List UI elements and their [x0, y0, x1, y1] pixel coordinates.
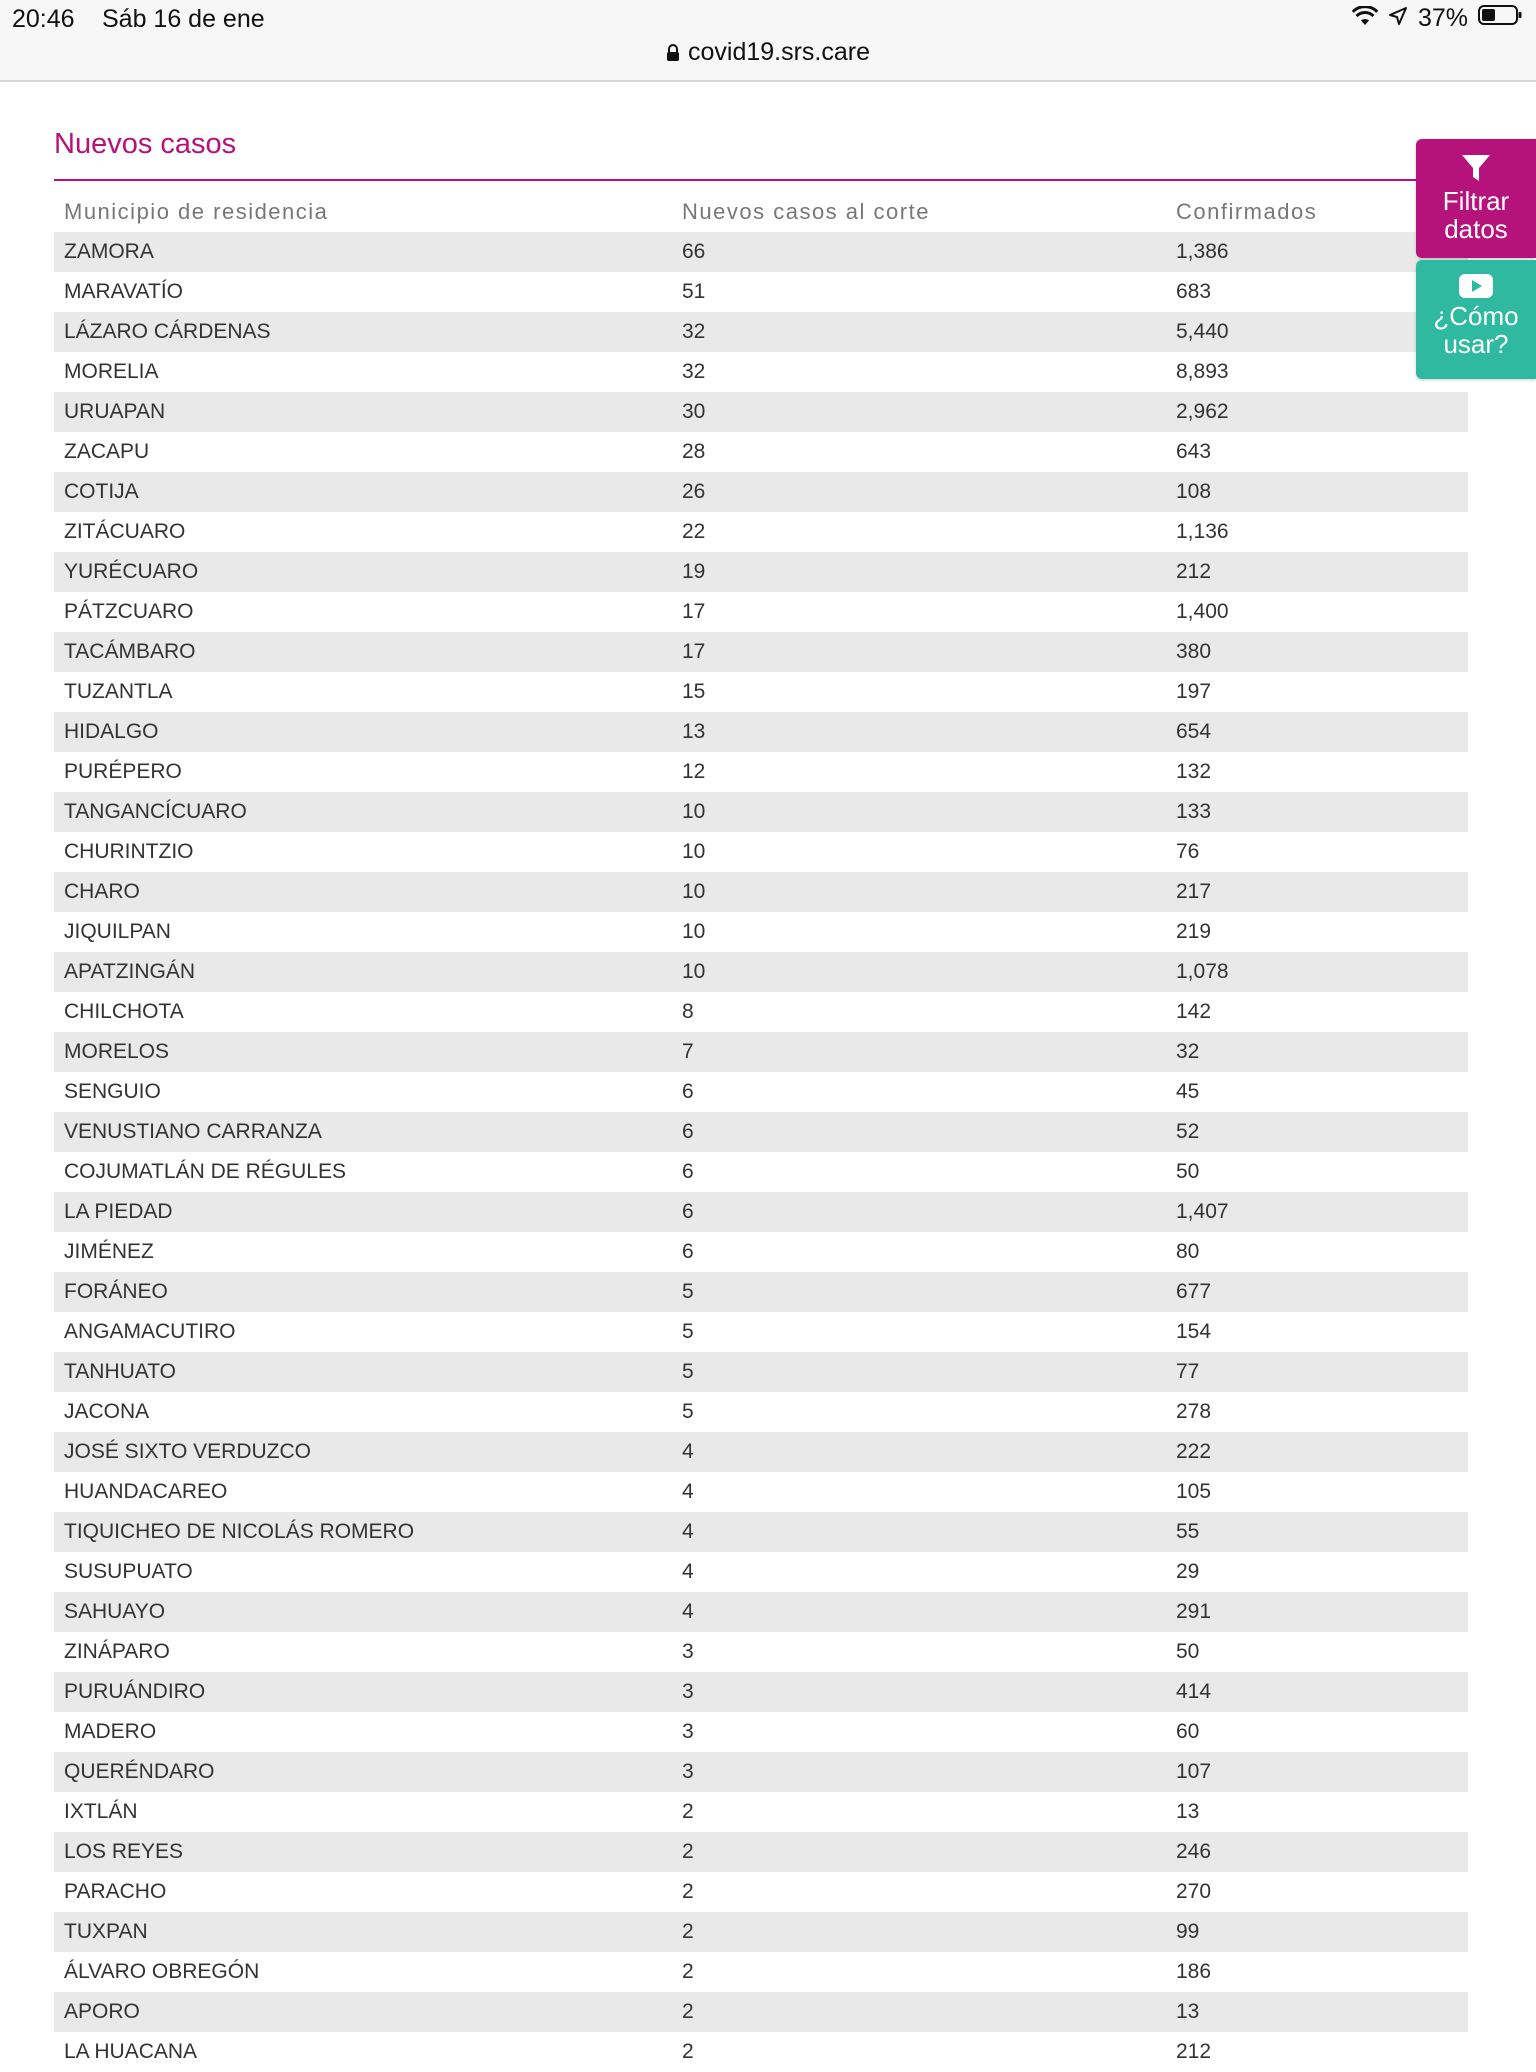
confirmed-cell: 291 — [1176, 1600, 1212, 1623]
municipality-cell: APORO — [64, 2000, 140, 2023]
confirmed-cell: 1,400 — [1176, 600, 1229, 623]
new-cases-cell: 5 — [682, 1360, 694, 1383]
confirmed-cell: 154 — [1176, 1320, 1212, 1343]
confirmed-cell: 677 — [1176, 1280, 1212, 1303]
table-row — [54, 1272, 1468, 1312]
location-arrow-icon — [1388, 4, 1408, 33]
table-row — [54, 1152, 1468, 1192]
table-row — [54, 1232, 1468, 1272]
confirmed-cell: 217 — [1176, 880, 1212, 903]
confirmed-cell: 105 — [1176, 1480, 1212, 1503]
new-cases-cell: 6 — [682, 1080, 694, 1103]
municipality-cell: PÁTZCUARO — [64, 600, 194, 623]
municipality-cell: QUERÉNDARO — [64, 1760, 215, 1783]
confirmed-cell: 186 — [1176, 1960, 1212, 1983]
table-row — [54, 392, 1468, 432]
confirmed-cell: 212 — [1176, 560, 1212, 583]
new-cases-cell: 5 — [682, 1280, 694, 1303]
municipality-cell: HUANDACAREO — [64, 1480, 228, 1503]
confirmed-cell: 50 — [1176, 1160, 1200, 1183]
municipality-cell: LA PIEDAD — [64, 1200, 173, 1223]
table-row — [54, 672, 1468, 712]
confirmed-cell: 643 — [1176, 440, 1212, 463]
table-body — [54, 232, 1468, 2072]
new-cases-cell: 32 — [682, 320, 706, 343]
new-cases-cell: 6 — [682, 1240, 694, 1263]
confirmed-cell: 270 — [1176, 1880, 1212, 1903]
new-cases-cell: 22 — [682, 520, 706, 543]
new-cases-table — [54, 192, 1468, 2072]
table-row — [54, 312, 1468, 352]
table-row — [54, 992, 1468, 1032]
new-cases-cell: 26 — [682, 480, 706, 503]
confirmed-cell: 50 — [1176, 1640, 1200, 1663]
status-date: Sáb 16 de ene — [102, 5, 265, 33]
new-cases-cell: 2 — [682, 1880, 694, 1903]
table-row — [54, 1472, 1468, 1512]
municipality-cell: MARAVATÍO — [64, 280, 184, 303]
title-divider — [54, 179, 1484, 181]
municipality-cell: PURUÁNDIRO — [64, 1680, 206, 1703]
new-cases-cell: 66 — [682, 240, 706, 263]
municipality-cell: MORELOS — [64, 1040, 170, 1063]
new-cases-cell: 17 — [682, 640, 706, 663]
confirmed-cell: 80 — [1176, 1240, 1200, 1263]
municipality-cell: ÁLVARO OBREGÓN — [64, 1960, 260, 1983]
confirmed-cell: 99 — [1176, 1920, 1200, 1943]
table-row — [54, 512, 1468, 552]
table-row — [54, 1352, 1468, 1392]
confirmed-cell: 142 — [1176, 1000, 1212, 1023]
new-cases-cell: 6 — [682, 1160, 694, 1183]
table-row — [54, 632, 1468, 672]
municipality-cell: LA HUACANA — [64, 2040, 198, 2063]
municipality-cell: URUAPAN — [64, 400, 166, 423]
municipality-cell: HIDALGO — [64, 720, 159, 743]
new-cases-cell: 3 — [682, 1760, 694, 1783]
new-cases-cell: 4 — [682, 1440, 694, 1463]
table-row — [54, 872, 1468, 912]
new-cases-cell: 15 — [682, 680, 706, 703]
youtube-play-icon — [1459, 274, 1493, 298]
table-row — [54, 1792, 1468, 1832]
new-cases-cell: 4 — [682, 1480, 694, 1503]
confirmed-cell: 5,440 — [1176, 320, 1229, 343]
municipality-cell: CHARO — [64, 880, 140, 903]
confirmed-cell: 45 — [1176, 1080, 1200, 1103]
table-row — [54, 1512, 1468, 1552]
new-cases-cell: 5 — [682, 1320, 694, 1343]
address-bar[interactable] — [0, 38, 1536, 67]
confirmed-cell: 1,407 — [1176, 1200, 1229, 1223]
confirmed-cell: 246 — [1176, 1840, 1212, 1863]
new-cases-cell: 2 — [682, 1840, 694, 1863]
municipality-cell: JACONA — [64, 1400, 150, 1423]
table-row — [54, 832, 1468, 872]
new-cases-cell: 10 — [682, 800, 706, 823]
table-row — [54, 1552, 1468, 1592]
confirmed-cell: 212 — [1176, 2040, 1212, 2063]
table-row — [54, 1872, 1468, 1912]
municipality-cell: CHILCHOTA — [64, 1000, 184, 1023]
confirmed-cell: 52 — [1176, 1120, 1200, 1143]
confirmed-cell: 108 — [1176, 480, 1212, 503]
new-cases-cell: 51 — [682, 280, 706, 303]
municipality-cell: APATZINGÁN — [64, 960, 196, 983]
table-row — [54, 712, 1468, 752]
status-indicators — [1352, 4, 1522, 33]
municipality-cell: CHURINTZIO — [64, 840, 194, 863]
confirmed-cell: 32 — [1176, 1040, 1200, 1063]
table-row — [54, 1912, 1468, 1952]
confirmed-cell: 414 — [1176, 1680, 1212, 1703]
new-cases-cell: 4 — [682, 1600, 694, 1623]
confirmed-cell: 222 — [1176, 1440, 1212, 1463]
new-cases-cell: 10 — [682, 960, 706, 983]
table-row — [54, 1712, 1468, 1752]
new-cases-cell: 7 — [682, 1040, 694, 1063]
municipality-cell: JOSÉ SIXTO VERDUZCO — [64, 1440, 311, 1463]
table-row — [54, 1312, 1468, 1352]
confirmed-cell: 683 — [1176, 280, 1212, 303]
table-row — [54, 2032, 1468, 2072]
new-cases-cell: 3 — [682, 1640, 694, 1663]
url-text: covid19.srs.care — [687, 38, 871, 66]
new-cases-cell: 17 — [682, 600, 706, 623]
confirmed-cell: 60 — [1176, 1720, 1200, 1743]
new-cases-cell: 2 — [682, 1800, 694, 1823]
municipality-cell: FORÁNEO — [64, 1280, 168, 1303]
help-label-line2: usar? — [1443, 329, 1509, 359]
table-row — [54, 752, 1468, 792]
municipality-cell: ANGAMACUTIRO — [64, 1320, 236, 1343]
section-title: Nuevos casos — [54, 128, 237, 160]
lock-icon — [666, 44, 680, 62]
new-cases-cell: 4 — [682, 1520, 694, 1543]
table-row — [54, 1992, 1468, 2032]
help-label-line1: ¿Cómo — [1433, 301, 1519, 331]
confirmed-cell: 13 — [1176, 2000, 1200, 2023]
new-cases-cell: 30 — [682, 400, 706, 423]
table-row — [54, 432, 1468, 472]
confirmed-cell: 13 — [1176, 1800, 1200, 1823]
table-row — [54, 232, 1468, 272]
confirmed-cell: 77 — [1176, 1360, 1200, 1383]
table-row — [54, 1432, 1468, 1472]
confirmed-cell: 1,078 — [1176, 960, 1229, 983]
header-confirmed[interactable]: Confirmados — [1176, 199, 1318, 224]
confirmed-cell: 55 — [1176, 1520, 1200, 1543]
table-row — [54, 1112, 1468, 1152]
filter-icon — [1461, 153, 1491, 183]
new-cases-cell: 2 — [682, 2000, 694, 2023]
municipality-cell: TIQUICHEO DE NICOLÁS ROMERO — [64, 1520, 415, 1543]
table-row — [54, 592, 1468, 632]
filter-label-line1: Filtrar — [1442, 186, 1510, 216]
table-row — [54, 472, 1468, 512]
table-row — [54, 1672, 1468, 1712]
confirmed-cell: 132 — [1176, 760, 1212, 783]
municipality-cell: LÁZARO CÁRDENAS — [64, 320, 271, 343]
municipality-cell: COJUMATLÁN DE RÉGULES — [64, 1160, 346, 1183]
table-header — [54, 192, 1468, 232]
new-cases-cell: 10 — [682, 880, 706, 903]
new-cases-cell: 19 — [682, 560, 706, 583]
municipality-cell: ZAMORA — [64, 240, 154, 263]
table-row — [54, 952, 1468, 992]
new-cases-cell: 2 — [682, 1920, 694, 1943]
filter-label-line2: datos — [1444, 214, 1508, 244]
municipality-cell: SAHUAYO — [64, 1600, 166, 1623]
header-municipality[interactable]: Municipio de residencia — [64, 199, 329, 224]
confirmed-cell: 76 — [1176, 840, 1200, 863]
table-row — [54, 1192, 1468, 1232]
municipality-cell: COTIJA — [64, 480, 139, 503]
new-cases-cell: 32 — [682, 360, 706, 383]
municipality-cell: VENUSTIANO CARRANZA — [64, 1120, 322, 1143]
filter-data-button[interactable] — [1416, 139, 1536, 258]
municipality-cell: LOS REYES — [64, 1840, 184, 1863]
confirmed-cell: 29 — [1176, 1560, 1200, 1583]
municipality-cell: TACÁMBARO — [64, 640, 196, 663]
municipality-cell: JIQUILPAN — [64, 920, 171, 943]
wifi-icon — [1352, 4, 1378, 33]
table-row — [54, 1032, 1468, 1072]
new-cases-cell: 2 — [682, 1960, 694, 1983]
new-cases-cell: 4 — [682, 1560, 694, 1583]
confirmed-cell: 2,962 — [1176, 400, 1229, 423]
confirmed-cell: 278 — [1176, 1400, 1212, 1423]
confirmed-cell: 133 — [1176, 800, 1212, 823]
new-cases-cell: 12 — [682, 760, 706, 783]
municipality-cell: SUSUPUATO — [64, 1560, 193, 1583]
confirmed-cell: 1,386 — [1176, 240, 1229, 263]
new-cases-cell: 13 — [682, 720, 706, 743]
confirmed-cell: 654 — [1176, 720, 1212, 743]
table-row — [54, 792, 1468, 832]
table-row — [54, 1832, 1468, 1872]
battery-icon — [1478, 4, 1522, 33]
new-cases-cell: 10 — [682, 920, 706, 943]
table-row — [54, 552, 1468, 592]
battery-percent: 37% — [1417, 4, 1468, 32]
municipality-cell: MORELIA — [64, 360, 159, 383]
confirmed-cell: 1,136 — [1176, 520, 1229, 543]
new-cases-cell: 3 — [682, 1680, 694, 1703]
table-row — [54, 1072, 1468, 1112]
table-row — [54, 1592, 1468, 1632]
municipality-cell: TUZANTLA — [64, 680, 173, 703]
table-row — [54, 272, 1468, 312]
new-cases-cell: 6 — [682, 1200, 694, 1223]
table-row — [54, 1392, 1468, 1432]
municipality-cell: JIMÉNEZ — [64, 1240, 154, 1263]
municipality-cell: ZITÁCUARO — [64, 520, 186, 543]
confirmed-cell: 107 — [1176, 1760, 1212, 1783]
municipality-cell: IXTLÁN — [64, 1800, 138, 1823]
municipality-cell: MADERO — [64, 1720, 157, 1743]
new-cases-cell: 6 — [682, 1120, 694, 1143]
municipality-cell: ZINÁPARO — [64, 1640, 170, 1663]
new-cases-cell: 10 — [682, 840, 706, 863]
table-row — [54, 1752, 1468, 1792]
table-row — [54, 1952, 1468, 1992]
confirmed-cell: 8,893 — [1176, 360, 1229, 383]
table-row — [54, 352, 1468, 392]
how-to-use-button[interactable] — [1416, 260, 1536, 379]
browser-status-bar — [0, 0, 1536, 82]
municipality-cell: ZACAPU — [64, 440, 150, 463]
municipality-cell: SENGUIO — [64, 1080, 161, 1103]
new-cases-cell: 28 — [682, 440, 706, 463]
new-cases-cell: 3 — [682, 1720, 694, 1743]
municipality-cell: YURÉCUARO — [64, 560, 199, 583]
confirmed-cell: 197 — [1176, 680, 1212, 703]
table-row — [54, 1632, 1468, 1672]
municipality-cell: TANGANCÍCUARO — [64, 800, 247, 823]
table-row — [54, 912, 1468, 952]
municipality-cell: PURÉPERO — [64, 760, 182, 783]
municipality-cell: PARACHO — [64, 1880, 167, 1903]
status-time: 20:46 — [12, 5, 75, 33]
confirmed-cell: 219 — [1176, 920, 1212, 943]
municipality-cell: TANHUATO — [64, 1360, 177, 1383]
new-cases-cell: 8 — [682, 1000, 694, 1023]
confirmed-cell: 380 — [1176, 640, 1212, 663]
header-new-cases[interactable]: Nuevos casos al corte — [682, 199, 930, 224]
new-cases-cell: 2 — [682, 2040, 694, 2063]
municipality-cell: TUXPAN — [64, 1920, 148, 1943]
new-cases-cell: 5 — [682, 1400, 694, 1423]
